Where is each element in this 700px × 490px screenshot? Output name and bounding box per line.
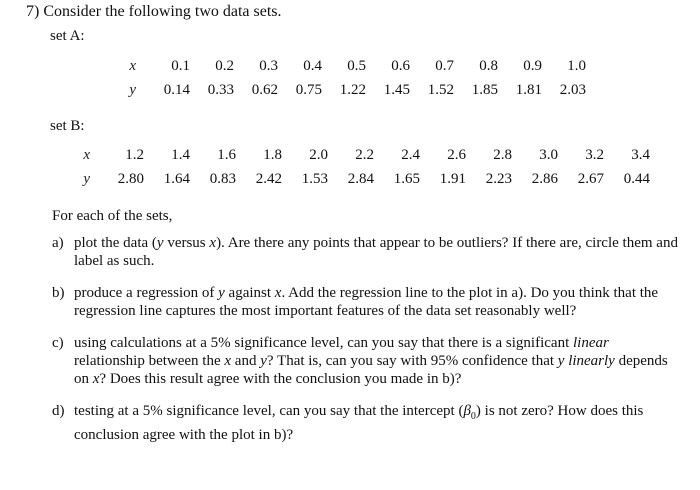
set-b-x-value: 1.8	[263, 146, 282, 163]
set-a-y-value: 1.45	[383, 81, 410, 98]
set-a-x-value: 0.2	[215, 57, 234, 74]
set-b-x-row	[62, 143, 650, 167]
set-a-y-value: 1.52	[427, 81, 454, 98]
set-b-y-value: 2.84	[347, 170, 374, 187]
question-text-segment: x	[224, 353, 232, 369]
question-text-segment: against	[224, 285, 275, 301]
set-b-y-value: 1.64	[163, 170, 190, 187]
set-b-y-value: 2.42	[255, 170, 282, 187]
set-a-label: set A:	[50, 28, 85, 44]
set-a-x-value: 0.7	[435, 57, 454, 74]
question-text-segment: versus	[163, 235, 210, 251]
set-a-x-value: 1.0	[567, 57, 586, 74]
question-text-segment: using calculations at a 5% significance level, can you say that there is a significant	[74, 335, 573, 351]
set-b-y-value: 1.65	[393, 170, 420, 187]
set-b-x-value: 3.2	[585, 146, 604, 163]
set-a-x-label: x	[129, 57, 136, 74]
question-text-segment: plot the data (	[74, 235, 157, 251]
question-text-segment: β	[463, 403, 471, 419]
set-b-y-value: 1.53	[301, 170, 328, 187]
set-a-y-row	[108, 78, 586, 102]
set-b-y-value: 1.91	[439, 170, 466, 187]
set-a-x-value: 0.5	[347, 57, 366, 74]
set-b-x-value: 1.4	[171, 146, 190, 163]
set-a-y-value: 0.33	[207, 81, 234, 98]
set-a-x-value: 0.1	[171, 57, 190, 74]
set-b-y-label: y	[83, 170, 90, 187]
set-b-y-value: 2.67	[577, 170, 604, 187]
question-text-segment: depends on	[74, 353, 668, 387]
set-b-x-value: 2.0	[309, 146, 328, 163]
set-a-y-value: 1.81	[515, 81, 542, 98]
question-text-segment: y	[156, 235, 164, 251]
question-part	[52, 234, 682, 270]
set-a-x-value: 0.8	[479, 57, 498, 74]
question-part-label: b)	[52, 285, 65, 301]
set-a-y-value: 0.14	[163, 81, 190, 98]
set-b-y-value: 2.80	[117, 170, 144, 187]
set-a-y-value: 0.62	[251, 81, 278, 98]
question-text-segment: x	[209, 235, 217, 251]
question-text-segment: 0	[470, 411, 476, 422]
question-text-segment: ? That is, can you say with 95% confidence that	[266, 353, 558, 369]
question-part	[52, 402, 682, 444]
set-b-y-value: 2.23	[485, 170, 512, 187]
question-part-text	[74, 234, 682, 270]
set-b-y-value: 0.83	[209, 170, 236, 187]
question-part-label: d)	[52, 403, 65, 419]
question-text-segment: y	[218, 285, 225, 301]
question-part-label: a)	[52, 235, 64, 251]
set-b-x-value: 1.6	[217, 146, 236, 163]
question-part	[52, 334, 682, 388]
set-a-y-value: 1.85	[471, 81, 498, 98]
set-b-x-value: 2.6	[447, 146, 466, 163]
question-text-segment: x	[274, 285, 282, 301]
set-b-x-label: x	[83, 146, 90, 163]
set-b-x-value: 2.2	[355, 146, 374, 163]
question-part-text	[74, 334, 682, 388]
question-text-segment: ) is not zero? How does this conclusion agree with the plot in b)?	[74, 403, 644, 443]
question-text-segment: relationship between the	[74, 353, 225, 369]
set-b-x-value: 3.4	[631, 146, 650, 163]
question-text-segment: and	[231, 353, 261, 369]
set-b-y-value: 2.86	[531, 170, 558, 187]
question-text-segment: . Add the regression line to the plot in a). Do you think that the regression line captures the most important features of the data set reasonably well?	[74, 285, 659, 319]
question-text-segment: testing at a 5% significance level, can you say that the intercept (	[74, 403, 464, 419]
set-a-x-value: 0.4	[303, 57, 322, 74]
set-b-x-value: 3.0	[539, 146, 558, 163]
question-part-text	[74, 402, 682, 444]
set-b-table	[62, 143, 650, 191]
intro-text: For each of the sets,	[52, 208, 173, 224]
set-b-y-value: 0.44	[623, 170, 650, 187]
set-a-x-value: 0.3	[259, 57, 278, 74]
set-a-y-label: y	[129, 81, 136, 98]
question-part-label: c)	[52, 335, 64, 351]
question-text-segment: linear	[573, 335, 609, 351]
question-parts	[52, 234, 682, 458]
question-text-segment: produce a regression of	[74, 285, 219, 301]
question-text-segment: ? Does this result agree with the conclusion you made in b)?	[99, 371, 462, 387]
set-a-x-row	[108, 54, 586, 78]
set-a-y-value: 2.03	[559, 81, 586, 98]
question-part	[52, 284, 682, 320]
set-a-x-value: 0.6	[391, 57, 410, 74]
question-part-text	[74, 284, 682, 320]
question-text-segment: y linearly	[557, 353, 615, 369]
set-b-label: set B:	[50, 118, 85, 134]
set-a-x-value: 0.9	[523, 57, 542, 74]
set-b-x-value: 2.4	[401, 146, 420, 163]
set-b-x-value: 1.2	[125, 146, 144, 163]
question-text-segment: y	[260, 353, 267, 369]
question-text-segment: x	[92, 371, 100, 387]
set-b-x-value: 2.8	[493, 146, 512, 163]
set-a-y-value: 0.75	[295, 81, 322, 98]
set-a-table	[108, 54, 586, 102]
set-b-y-row	[62, 167, 650, 191]
question-heading: 7) Consider the following two data sets.	[26, 3, 282, 20]
set-a-y-value: 1.22	[339, 81, 366, 98]
question-text-segment: ). Are there any points that appear to be outliers? If there are, circle them and label as such.	[74, 235, 678, 269]
